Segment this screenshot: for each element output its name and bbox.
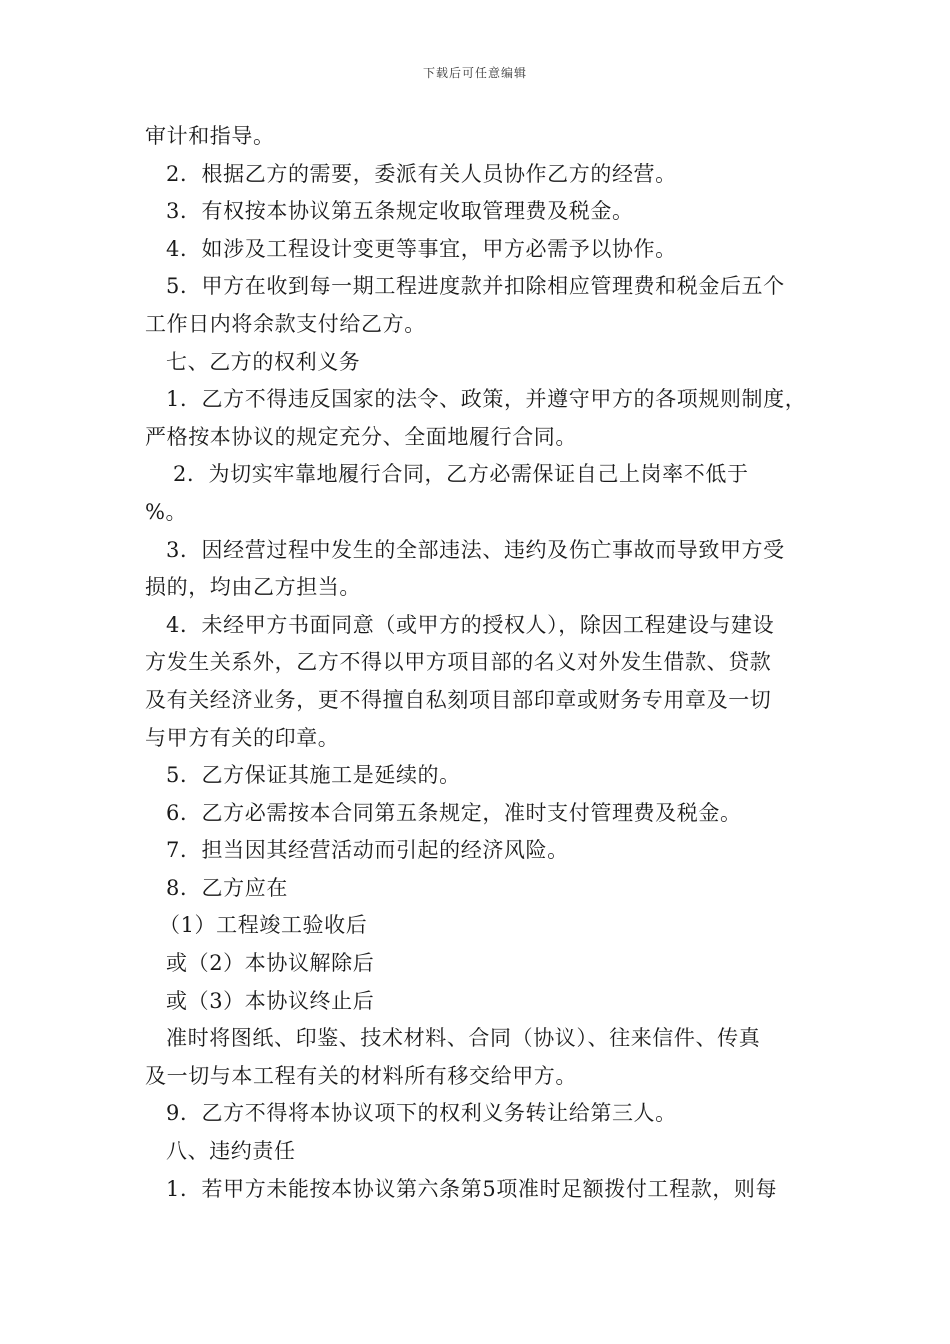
text-line: 5．甲方在收到每一期工程进度款并扣除相应管理费和税金后五个 xyxy=(166,274,785,299)
text-line: 3．有权按本协议第五条规定收取管理费及税金。 xyxy=(166,199,634,224)
text-line: 损的，均由乙方担当。 xyxy=(145,575,361,600)
text-line: 4．如涉及工程设计变更等事宜，甲方必需予以协作。 xyxy=(166,236,677,261)
text-line: %。 xyxy=(145,499,188,524)
text-line: 工作日内将余款支付给乙方。 xyxy=(145,311,426,336)
text-line: 3．因经营过程中发生的全部违法、违约及伤亡事故而导致甲方受 xyxy=(166,537,785,562)
page-header: 下载后可任意编辑 xyxy=(422,66,527,80)
text-line: 6．乙方必需按本合同第五条规定，准时支付管理费及税金。 xyxy=(166,800,742,825)
text-line: （1）工程竣工验收后 xyxy=(159,913,368,938)
text-line: 7．担当因其经营活动而引起的经济风险。 xyxy=(166,838,569,863)
text-line: 审计和指导。 xyxy=(145,124,275,148)
text-line: 1．乙方不得违反国家的法令、政策，并遵守甲方的各项规则制度， xyxy=(166,387,807,412)
text-line: 方发生关系外，乙方不得以甲方项目部的名义对外发生借款、贷款 xyxy=(145,650,772,675)
text-line: 准时将图纸、印鉴、技术材料、合同（协议）、往来信件、传真 xyxy=(166,1026,761,1051)
text-line: 与甲方有关的印章。 xyxy=(145,725,340,750)
text-line: 5．乙方保证其施工是延续的。 xyxy=(166,763,461,788)
document-body xyxy=(145,118,825,1208)
text-line: 及一切与本工程有关的材料所有移交给甲方。 xyxy=(145,1063,577,1088)
text-line: 2．为切实牢靠地履行合同，乙方必需保证自己上岗率不低于 xyxy=(173,462,749,487)
text-line: 及有关经济业务，更不得擅自私刻项目部印章或财务专用章及一切 xyxy=(145,687,772,712)
text-line: 9．乙方不得将本协议项下的权利义务转让给第三人。 xyxy=(166,1101,677,1126)
text-line: 或（2）本协议解除后 xyxy=(166,951,375,976)
text-line: 1．若甲方未能按本协议第六条第5项准时足额拨付工程款，则每 xyxy=(166,1176,778,1201)
section-heading: 七、乙方的权利义务 xyxy=(166,349,361,374)
text-line: 4．未经甲方书面同意（或甲方的授权人），除因工程建设与建设 xyxy=(166,612,775,637)
text-line: 8．乙方应在 xyxy=(166,875,288,900)
text-line: 严格按本协议的规定充分、全面地履行合同。 xyxy=(145,424,577,449)
section-heading: 八、违约责任 xyxy=(166,1139,296,1164)
text-line: 或（3）本协议终止后 xyxy=(166,988,375,1013)
text-line: 2．根据乙方的需要，委派有关人员协作乙方的经营。 xyxy=(166,161,677,186)
